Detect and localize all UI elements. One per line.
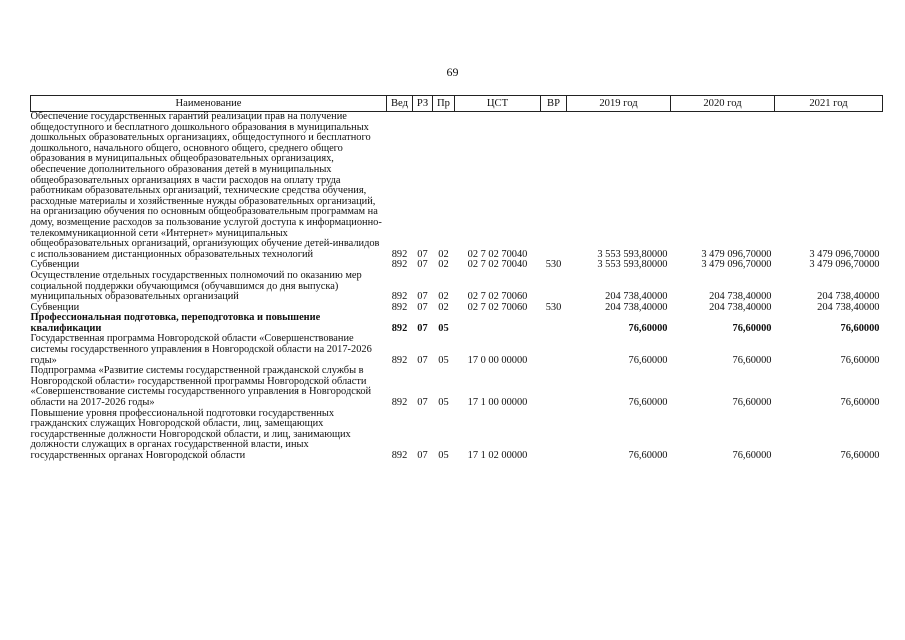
header-2020: 2020 год: [671, 96, 775, 112]
cell-rz: 07: [417, 259, 428, 271]
cell-cst: 02 7 02 70060: [467, 291, 528, 303]
cell-2021: 204 738,40000: [817, 291, 880, 303]
cell-name: Подпрограмма «Развитие системы государственной гражданской службы в Новгородской области» государственной программы Новгородской области «Совершенствование системы государственного управления в Новгородской области на 2017-2026 годы»: [30, 365, 372, 409]
cell-pr: 05: [438, 397, 449, 409]
cell-cst: 02 7 02 70040: [467, 259, 528, 271]
cell-cst: 17 1 00 00000: [467, 397, 528, 409]
header-pr: Пр: [433, 96, 455, 112]
cell-ved: 892: [391, 248, 408, 260]
cell-2021: 76,60000: [840, 450, 880, 461]
page-number: 69: [446, 65, 459, 79]
cell-vr: [541, 313, 567, 334]
cell-rz: 07: [417, 397, 428, 409]
cell-2019: 204 738,40000: [605, 301, 668, 313]
cell-rz: 07: [417, 450, 428, 461]
cell-2021: 3 479 096,70000: [809, 248, 880, 260]
cell-cst: [455, 313, 541, 334]
cell-name: Обеспечение государственных гарантий реализации прав на получение общедоступного и бесплатного дошкольного образования в муниципальных дошкольных образовательных организациях, общедоступного и бесплатного дошкольного, начального общего, основного общего, среднего общего образования в муниципальных общеобразовательных организациях, обеспечение дополнительного образования детей в муниципальных общеобразовательных организациях в части расходов на оплату труда работникам образовательных организаций, технические средства обучения, расходные материалы и хозяйственные нужды образовательных организаций, на организацию обучения по основным общеобразовательным программам на дому, возмещение расходов за пользование услугой доступа к информационно-телекоммуникационной сети «Интернет» муниципальных общеобразовательных организаций, организующих обучение детей-инвалидов с использованием дистанционных образовательных технологий: [30, 111, 382, 260]
cell-rz: 07: [417, 322, 428, 334]
table-row: [31, 271, 883, 303]
cell-2020: 76,60000: [732, 450, 772, 461]
cell-2021: 3 479 096,70000: [809, 259, 880, 271]
cell-name: Субвенции: [30, 259, 80, 271]
cell-2021: 76,60000: [840, 322, 880, 334]
cell-pr: 02: [438, 248, 449, 260]
cell-2020: 76,60000: [732, 354, 772, 366]
budget-table: [30, 95, 883, 462]
header-cst: ЦСТ: [455, 96, 541, 112]
cell-name: Субвенции: [30, 301, 80, 313]
cell-pr: 05: [438, 450, 449, 461]
cell-ved: 892: [391, 354, 408, 366]
cell-2019: 76,60000: [628, 397, 668, 409]
cell-2020: 3 479 096,70000: [701, 248, 772, 260]
header-2021: 2021 год: [775, 96, 883, 112]
cell-2021: 76,60000: [840, 354, 880, 366]
cell-vr: [541, 334, 567, 366]
table-header: [31, 96, 883, 112]
header-row: [31, 96, 883, 112]
cell-pr: 02: [438, 291, 449, 303]
cell-cst: 17 1 02 00000: [467, 450, 528, 461]
cell-ved: 892: [391, 322, 408, 334]
cell-pr: 02: [438, 301, 449, 313]
cell-ved: 892: [391, 397, 408, 409]
header-2019: 2019 год: [567, 96, 671, 112]
cell-2021: 204 738,40000: [817, 301, 880, 313]
header-rz: РЗ: [413, 96, 433, 112]
table-body: [31, 112, 883, 462]
cell-2019: 3 553 593,80000: [597, 259, 668, 271]
cell-name: Повышение уровня профессиональной подготовки государственных гражданских служащих Новгородской области, лиц, замещающих государственные должности Новгородской области, и лиц, занимающих должности служащих в органах государственной власти, иных государственных органах Новгородской области: [30, 407, 351, 461]
cell-2019: 3 553 593,80000: [597, 248, 668, 260]
cell-2019: 204 738,40000: [605, 291, 668, 303]
table-row: [31, 313, 883, 334]
cell-rz: 07: [417, 248, 428, 260]
cell-2020: 204 738,40000: [709, 301, 772, 313]
table-row: [31, 334, 883, 366]
cell-2020: 204 738,40000: [709, 291, 772, 303]
header-vr: ВР: [541, 96, 567, 112]
cell-rz: 07: [417, 354, 428, 366]
cell-2020: 76,60000: [732, 397, 772, 409]
header-name: Наименование: [31, 96, 387, 112]
cell-2019: 76,60000: [628, 354, 668, 366]
cell-vr: [541, 112, 567, 261]
cell-pr: 05: [438, 354, 449, 366]
cell-vr: [541, 409, 567, 462]
cell-vr: 530: [545, 301, 562, 313]
cell-2020: 3 479 096,70000: [701, 259, 772, 271]
cell-2020: 76,60000: [732, 322, 772, 334]
cell-rz: 07: [417, 301, 428, 313]
cell-name: Государственная программа Новгородской области «Совершенствование системы государственного управления в Новгородской области на 2017-2026 годы»: [30, 333, 372, 366]
cell-vr: [541, 271, 567, 303]
cell-cst: 17 0 00 00000: [467, 354, 528, 366]
cell-cst: 02 7 02 70040: [467, 248, 528, 260]
cell-vr: [541, 366, 567, 408]
cell-rz: 07: [417, 291, 428, 303]
cell-ved: 892: [391, 450, 408, 461]
table-row: [31, 409, 883, 462]
cell-pr: 02: [438, 259, 449, 271]
cell-ved: 892: [391, 301, 408, 313]
cell-2019: 76,60000: [628, 450, 668, 461]
table-row: [31, 366, 883, 408]
cell-pr: 05: [438, 322, 449, 334]
cell-ved: 892: [391, 291, 408, 303]
cell-vr: 530: [545, 259, 562, 271]
cell-2021: 76,60000: [840, 397, 880, 409]
header-ved: Вед: [387, 96, 413, 112]
table-row: [31, 112, 883, 261]
cell-name: Профессиональная подготовка, переподготовка и повышение квалификации: [30, 312, 321, 334]
cell-2019: 76,60000: [628, 322, 668, 334]
cell-ved: 892: [391, 259, 408, 271]
cell-cst: 02 7 02 70060: [467, 301, 528, 313]
cell-name: Осуществление отдельных государственных полномочий по оказанию мер социальной поддержки обучающимся (обучавшимся до дня выпуска) муниципальных образовательных организаций: [30, 269, 362, 303]
